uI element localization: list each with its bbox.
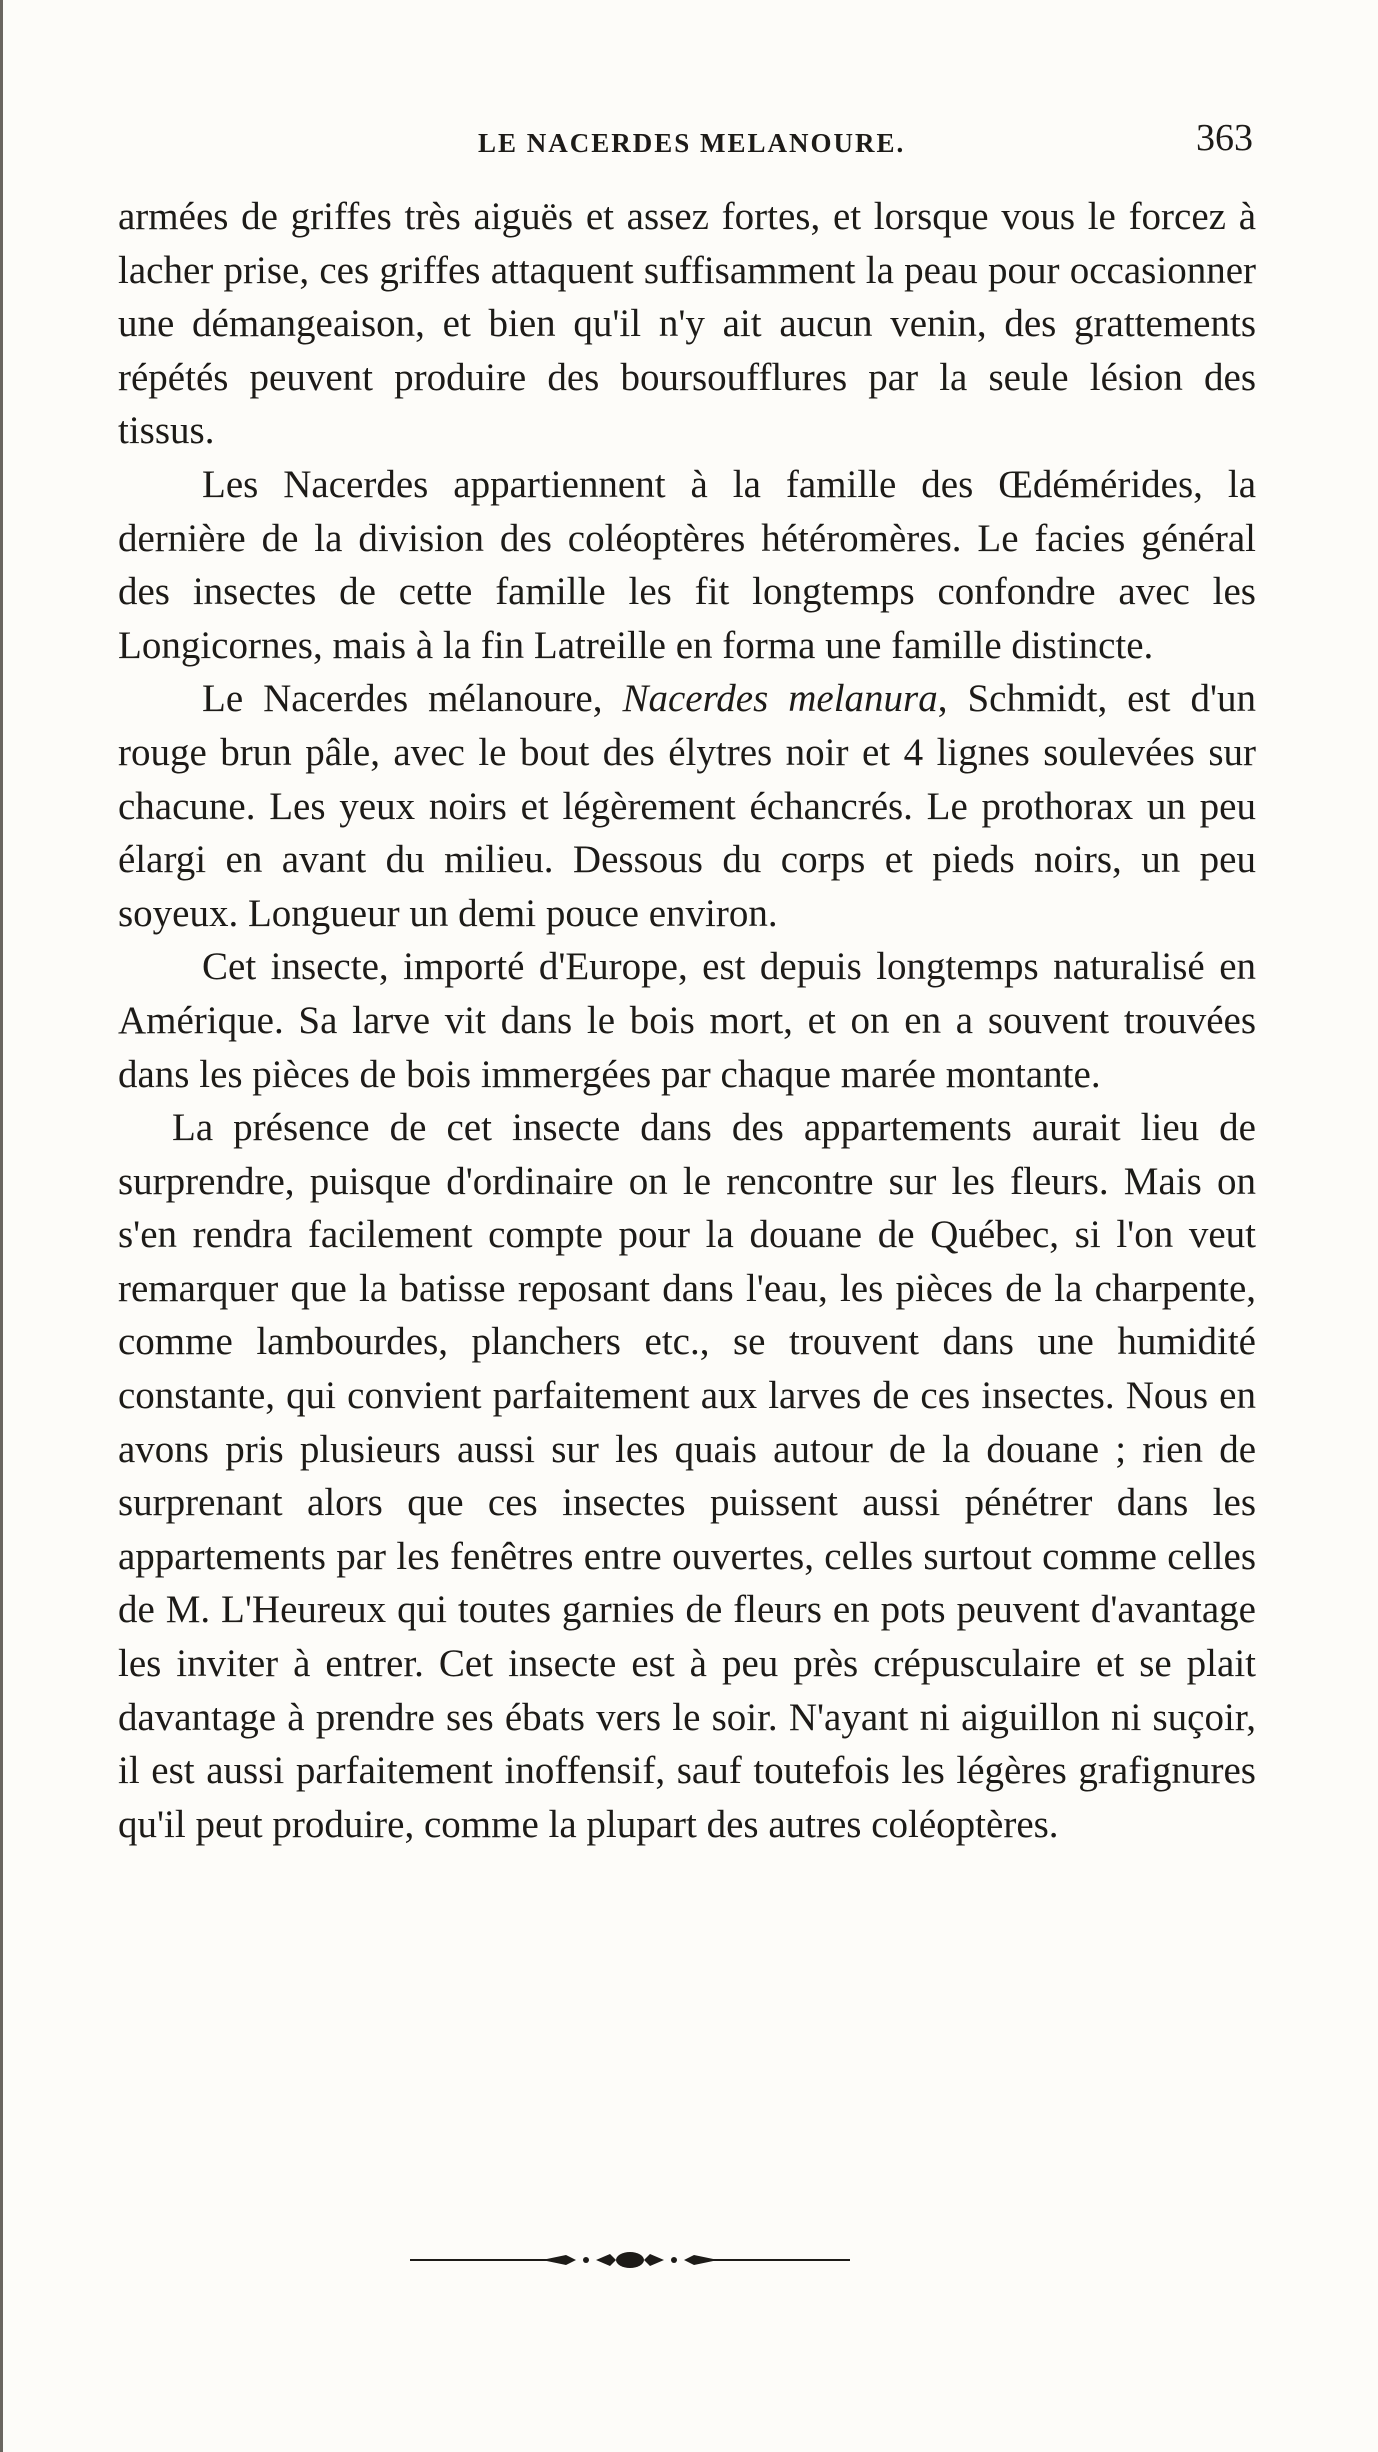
paragraph-5: La présence de cet insecte dans des appartements aurait lieu de surprendre, puisque d'ordinaire on le rencontre sur les fleurs. Mais on s'en rendra facilement compte pour la douane de Québec, si l'on veut remarquer que la batisse reposant dans l'eau, les pièces de la charpente, comme lambourdes, planchers etc., se trouvent dans une humidité constante, qui convient parfaitement aux larves de ces insectes. Nous en avons pris plusieurs aussi sur les quais autour de la douane ; rien de surprenant alors que ces insectes puissent aussi pénétrer dans les appartements par les fenêtres entre ouvertes, celles surtout comme celles de M. L'Heureux qui toutes garnies de fleurs en pots peuvent d'avantage les inviter à entrer. Cet insecte est à peu près crépusculaire et se plait davantage à prendre ses ébats vers le soir. N'ayant ni aiguillon ni suçoir, il est aussi parfaitement inoffensif, sauf toutefois les légères grafignures qu'il peut produire, comme la plupart des autres coléoptères. [118, 1106, 1256, 1846]
paragraph-2: Les Nacerdes appartiennent à la famille des Œdémérides, la dernière de la division des coléoptères hétéromères. Le facies général des insectes de cette famille les fit longtemps confondre avec les Longicornes, mais à la fin Latreille en forma une famille distincte. [118, 462, 1256, 667]
paragraph-1: armées de griffes très aiguës et assez fortes, et lorsque vous le forcez à lacher prise, ces griffes attaquent suffisamment la peau pour occasionner une démangeaison, et bien qu'il n'y ait aucun venin, des grattements répétés peuvent produire des boursoufflures par la seule lésion des tissus. [118, 195, 1256, 453]
running-head: LE NACERDES MELANOURE. [478, 128, 906, 158]
page-edge [0, 0, 3, 2452]
species-name: Nacerdes melanura [622, 677, 938, 721]
paragraph-3-rest: , Schmidt, est d'un rouge brun pâle, avec le bout des élytres noir et 4 lignes soulevées sur chacune. Les yeux noirs et légèrement échancrés. Le prothorax un peu élargi en avant du milieu. Dessous du corps et pieds noirs, un peu soyeux. Longueur un demi pouce environ. [118, 677, 1256, 935]
page-number: 363 [1196, 117, 1253, 159]
paragraph-3-lead: Le Nacerdes mélanoure, [202, 677, 623, 721]
paragraph-4: Cet insecte, importé d'Europe, est depuis longtemps naturalisé en Amérique. Sa larve vit dans le bois mort, et on en a souvent trouvées dans les pièces de bois immergées par chaque marée montante. [118, 945, 1256, 1096]
paragraph-3 [118, 672, 1256, 940]
body-text [118, 190, 1256, 1851]
end-of-chapter-ornament-icon [410, 2249, 850, 2271]
